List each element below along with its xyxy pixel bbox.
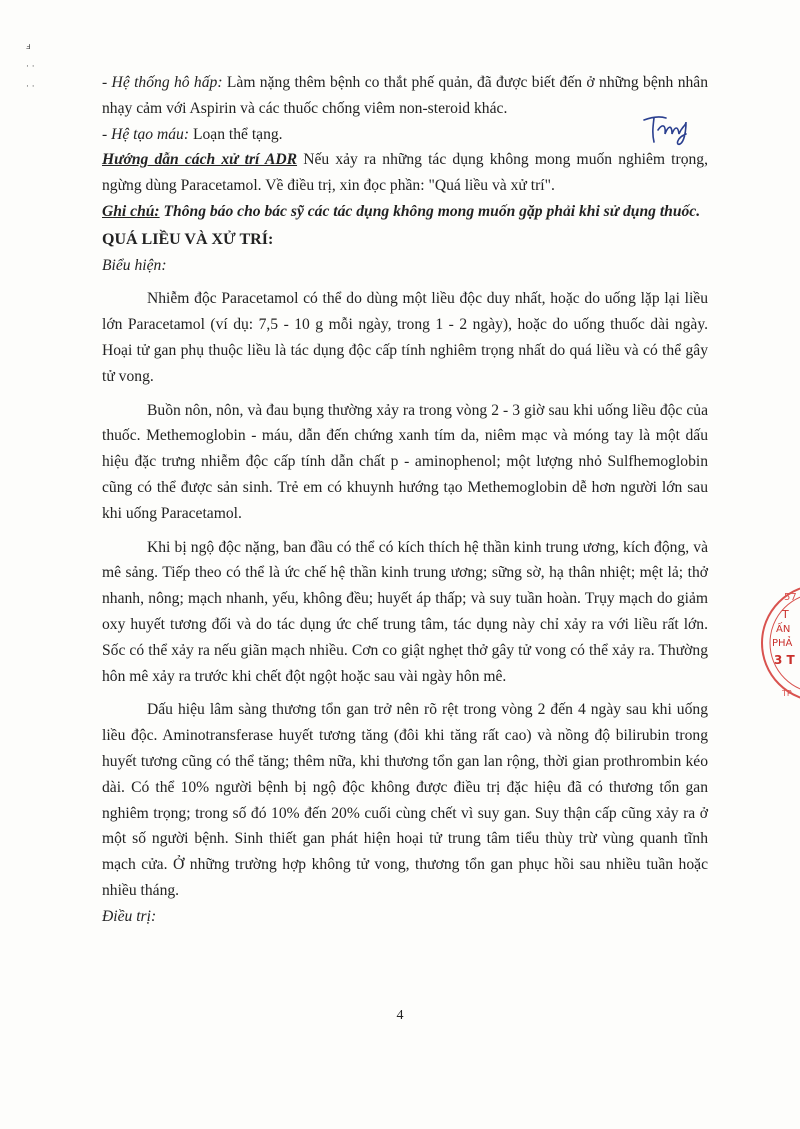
adr-guidance-paragraph: Hướng dẫn cách xử trí ADR Nếu xảy ra những tác dụng không mong muốn nghiêm trọng, ngừng dùng Paracetamol. Về điều trị, xin đọc phần: "Quá liều và xử trí". [102, 151, 708, 195]
svg-text:3 T: 3 T [774, 653, 795, 667]
svg-text:PHẢ: PHẢ [772, 638, 793, 649]
svg-text:TP: TP [782, 689, 792, 698]
symptoms-paragraph-1: Nhiễm độc Paracetamol có thể do dùng một liều độc duy nhất, hoặc do uống lặp lại liều lớn Paracetamol (ví dụ: 7,5 - 10 g mỗi ngày, trong 1 - 2 ngày), hoặc do uống thuốc dài ngày. Hoại tử gan phụ thuộc liều là tác dụng độc cấp tính nghiêm trọng nhất do quá liều và có thể gây tử vong. [102, 290, 708, 385]
symptoms-subheading: Biểu hiện: [102, 256, 167, 274]
symptoms-paragraph-3: Khi bị ngộ độc nặng, ban đầu có thể có kích thích hệ thần kinh trung ương, kích động, và mê sảng. Tiếp theo có thể là ức chế hệ thần kinh trung ương; sững sờ, hạ thân nhiệt; mệt lả; thở nhanh, nông; mạch nhanh, yếu, không đều; huyết áp thấp; và suy tuần hoàn. Trụy mạch do giảm oxy huyết tương đối và do tác dụng ức chế trung tâm, tác dụng này chỉ xảy ra với liều rất lớn. Sốc có thể xảy ra nếu giãn mạch nhiều. Cơn co giật nghẹt thở gây tử vong có thể xảy ra. Thường hôn mê xảy ra trước khi chết đột ngột hoặc sau vài ngày hôn mê. [102, 538, 708, 685]
svg-text:57: 57 [784, 592, 797, 603]
margin-marks: ⅎ · · · · [26, 42, 35, 92]
symptoms-paragraph-2: Buồn nôn, nôn, và đau bụng thường xảy ra trong vòng 2 - 3 giờ sau khi uống liều độc của thuốc. Methemoglobin - máu, dẫn đến chứng xanh tím da, niêm mạc và móng tay là một dấu hiệu đặc trưng nhiễm độc cấp tính dẫn chất p - aminophenol; một lượng nhỏ Sulfhemoglobin cũng có thể được sản sinh. Trẻ em có khuynh hướng tạo Methemoglobin dễ hơn người lớn sau khi uống Paracetamol. [102, 401, 708, 522]
treatment-subheading: Điều trị: [102, 907, 157, 925]
svg-text:ẤN: ẤN [776, 624, 791, 635]
document-body [102, 70, 708, 930]
red-stamp [758, 578, 800, 708]
respiratory-paragraph: - Hệ thống hô hấp: Làm nặng thêm bệnh co thắt phế quản, đã được biết đến ở những bệnh nhân nhạy cảm với Aspirin và các thuốc chống viêm non-steroid khác. [102, 74, 709, 117]
hematologic-paragraph: - Hệ tạo máu: Loạn thể tạng. [102, 125, 283, 143]
overdose-heading: QUÁ LIỀU VÀ XỬ TRÍ: [102, 230, 274, 248]
symptoms-paragraph-4: Dấu hiệu lâm sàng thương tổn gan trở nên rõ rệt trong vòng 2 đến 4 ngày sau khi uống liều độc. Aminotransferase huyết tương tăng (đôi khi tăng rất cao) và nồng độ bilirubin trong huyết tương cũng có thể tăng; thêm nữa, khi thương tổn gan lan rộng, thời gian prothrombin kéo dài. Có thể 10% người bệnh bị ngộ độc không được điều trị đặc hiệu đã có thương tổn gan nghiêm trọng; trong số đó 10% đến 20% cuối cùng chết vì suy gan. Suy thận cấp cũng xảy ra ở một số người bệnh. Sinh thiết gan phát hiện hoại tử trung tâm tiểu thùy trừ vùng quanh tĩnh mạch cửa. Ở những trường hợp không tử vong, thương tổn gan phục hồi sau nhiều tuần hoặc nhiều tháng. [102, 701, 708, 899]
page-number: 4 [396, 1008, 404, 1023]
svg-text:T: T [782, 608, 789, 621]
note-paragraph: Ghi chú: Thông báo cho bác sỹ các tác dụng không mong muốn gặp phải khi sử dụng thuốc. [102, 202, 701, 220]
